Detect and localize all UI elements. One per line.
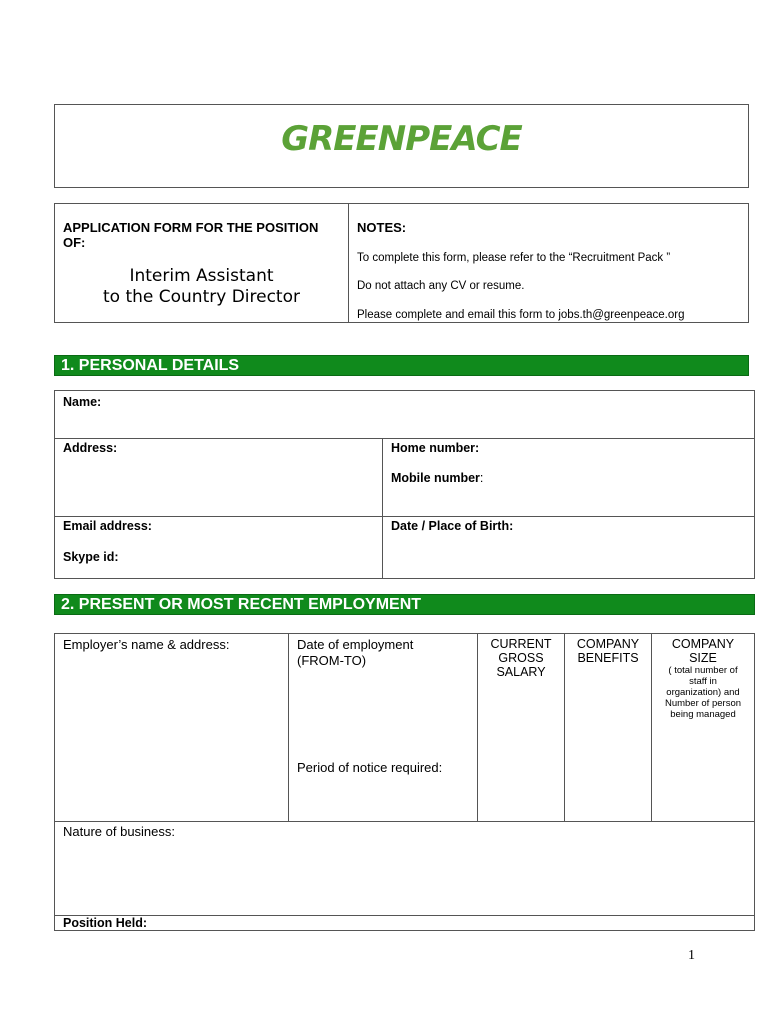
email-label: Email address:	[63, 519, 152, 533]
position-title-line-2: to the Country Director	[102, 287, 300, 307]
notes-box	[348, 203, 749, 323]
application-position-box	[54, 203, 349, 323]
notes-label: NOTES:	[357, 220, 407, 235]
application-label: APPLICATION FORM FOR THE POSITION OF:	[63, 220, 319, 250]
section-header-employment: 2. PRESENT OR MOST RECENT EMPLOYMENT	[54, 594, 755, 615]
position-title-line-1: Interim Assistant	[129, 266, 274, 286]
company-size-field[interactable]	[651, 633, 755, 822]
page-number: 1	[688, 948, 695, 963]
employment-date-label: Date of employment (FROM-TO)	[297, 637, 414, 668]
name-field[interactable]	[54, 390, 755, 439]
benefits-field[interactable]	[564, 633, 652, 822]
salary-label: CURRENT GROSS SALARY	[490, 637, 552, 679]
note-item: To complete this form, please refer to the “Recruitment Pack ”	[357, 252, 671, 264]
salary-field[interactable]	[477, 633, 565, 822]
employer-field[interactable]	[54, 633, 289, 822]
note-item: Do not attach any CV or resume.	[357, 280, 525, 292]
address-field[interactable]	[54, 438, 383, 517]
position-held-field[interactable]	[54, 915, 755, 931]
name-label: Name:	[63, 395, 102, 409]
address-label: Address:	[63, 441, 118, 455]
skype-label: Skype id:	[63, 550, 119, 564]
greenpeace-logo: GREENPEACE	[281, 119, 522, 159]
company-size-note: ( total number of staff in organization) and Number of person being managed	[664, 665, 742, 720]
employment-date-field[interactable]	[288, 633, 478, 822]
company-size-label: COMPANY SIZE	[671, 637, 735, 665]
birth-label: Date / Place of Birth:	[391, 519, 514, 533]
home-number-label: Home number:	[391, 441, 480, 455]
nature-of-business-label: Nature of business:	[63, 824, 176, 839]
phone-field[interactable]	[382, 438, 755, 517]
mobile-number-label: Mobile number:	[391, 471, 484, 485]
birth-field[interactable]	[382, 516, 755, 579]
notice-period-label: Period of notice required:	[297, 760, 443, 775]
benefits-label: COMPANY BENEFITS	[576, 637, 640, 665]
logo-box	[54, 104, 749, 188]
position-held-label: Position Held:	[63, 916, 148, 930]
section-header-personal-details: 1. PERSONAL DETAILS	[54, 355, 749, 376]
email-field[interactable]	[54, 516, 383, 579]
nature-of-business-field[interactable]	[54, 821, 755, 916]
note-item: Please complete and email this form to jobs.th@greenpeace.org	[357, 309, 685, 321]
position-title	[55, 266, 348, 308]
employer-label: Employer’s name & address:	[63, 637, 230, 652]
